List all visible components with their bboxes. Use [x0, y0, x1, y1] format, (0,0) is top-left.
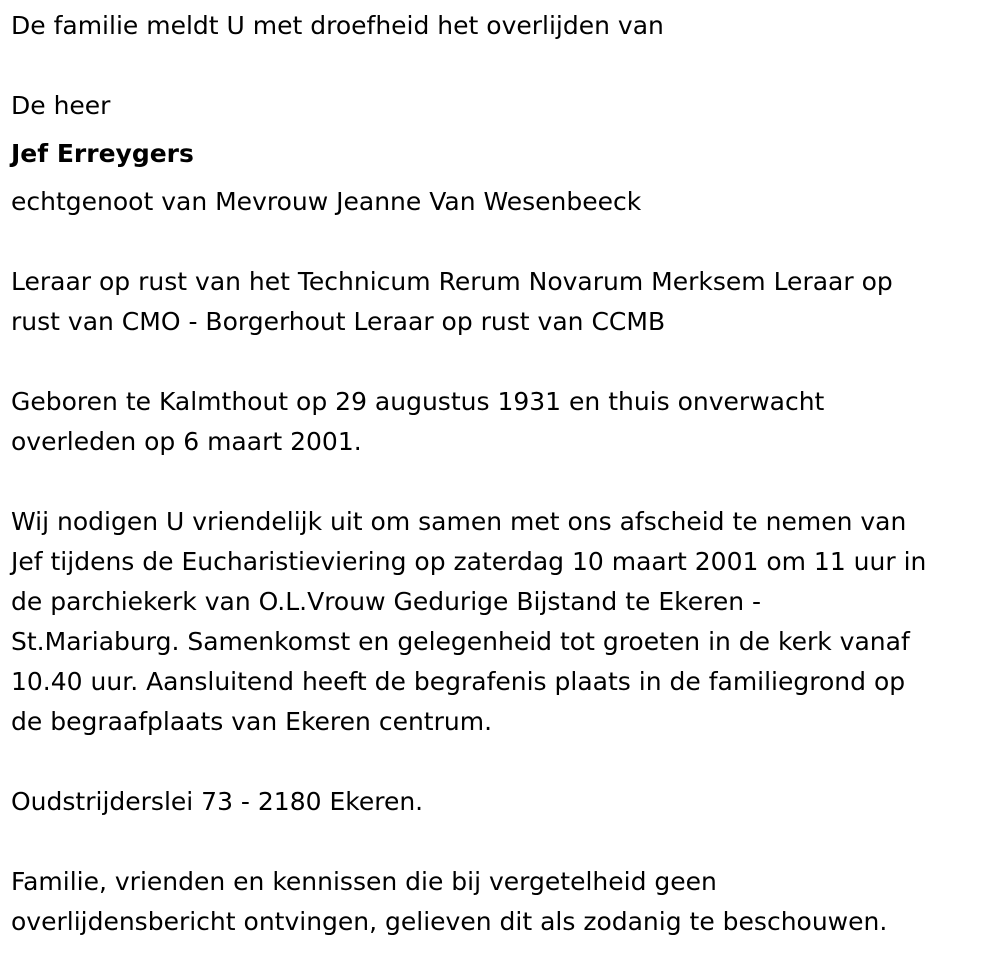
birth-death-line: overleden op 6 maart 2001.: [11, 427, 362, 456]
ceremony-line: Jef tijdens de Eucharistieviering op zaterdag 10 maart 2001 om 11 uur in: [11, 547, 927, 576]
closing-line: Familie, vrienden en kennissen die bij vergetelheid geen: [11, 867, 717, 896]
spouse-text: [11, 182, 641, 222]
birth-death-line: Geboren te Kalmthout op 29 augustus 1931 en thuis onverwacht: [11, 387, 825, 416]
ceremony-line: Wij nodigen U vriendelijk uit om samen met ons afscheid te nemen van: [11, 507, 907, 536]
salutation: [11, 86, 110, 126]
intro-text: [11, 6, 664, 46]
salutation-line: De heer: [11, 91, 111, 120]
birth-death-paragraph: [11, 382, 824, 462]
ceremony-line: de begraafplaats van Ekeren centrum.: [11, 707, 493, 736]
profession-line: Leraar op rust van het Technicum Rerum Novarum Merksem Leraar op: [11, 267, 893, 296]
deceased-name: [11, 134, 194, 174]
profession-paragraph: [11, 262, 893, 342]
closing-paragraph: [11, 862, 887, 942]
address-paragraph: [11, 782, 423, 822]
ceremony-line: 10.40 uur. Aansluitend heeft de begrafenis plaats in de familiegrond op: [11, 667, 906, 696]
deceased-name-line: Jef Erreygers: [11, 139, 194, 168]
ceremony-paragraph: [11, 502, 926, 742]
address-line: Oudstrijderslei 73 - 2180 Ekeren.: [11, 787, 424, 816]
intro-line: De familie meldt U met droefheid het overlijden van: [11, 11, 664, 40]
ceremony-line: de parchiekerk van O.L.Vrouw Gedurige Bijstand te Ekeren -: [11, 587, 762, 616]
ceremony-line: St.Mariaburg. Samenkomst en gelegenheid tot groeten in de kerk vanaf: [11, 627, 910, 656]
closing-line: overlijdensbericht ontvingen, gelieven dit als zodanig te beschouwen.: [11, 907, 888, 936]
spouse-line: echtgenoot van Mevrouw Jeanne Van Wesenbeeck: [11, 187, 642, 216]
profession-line: rust van CMO - Borgerhout Leraar op rust van CCMB: [11, 307, 666, 336]
